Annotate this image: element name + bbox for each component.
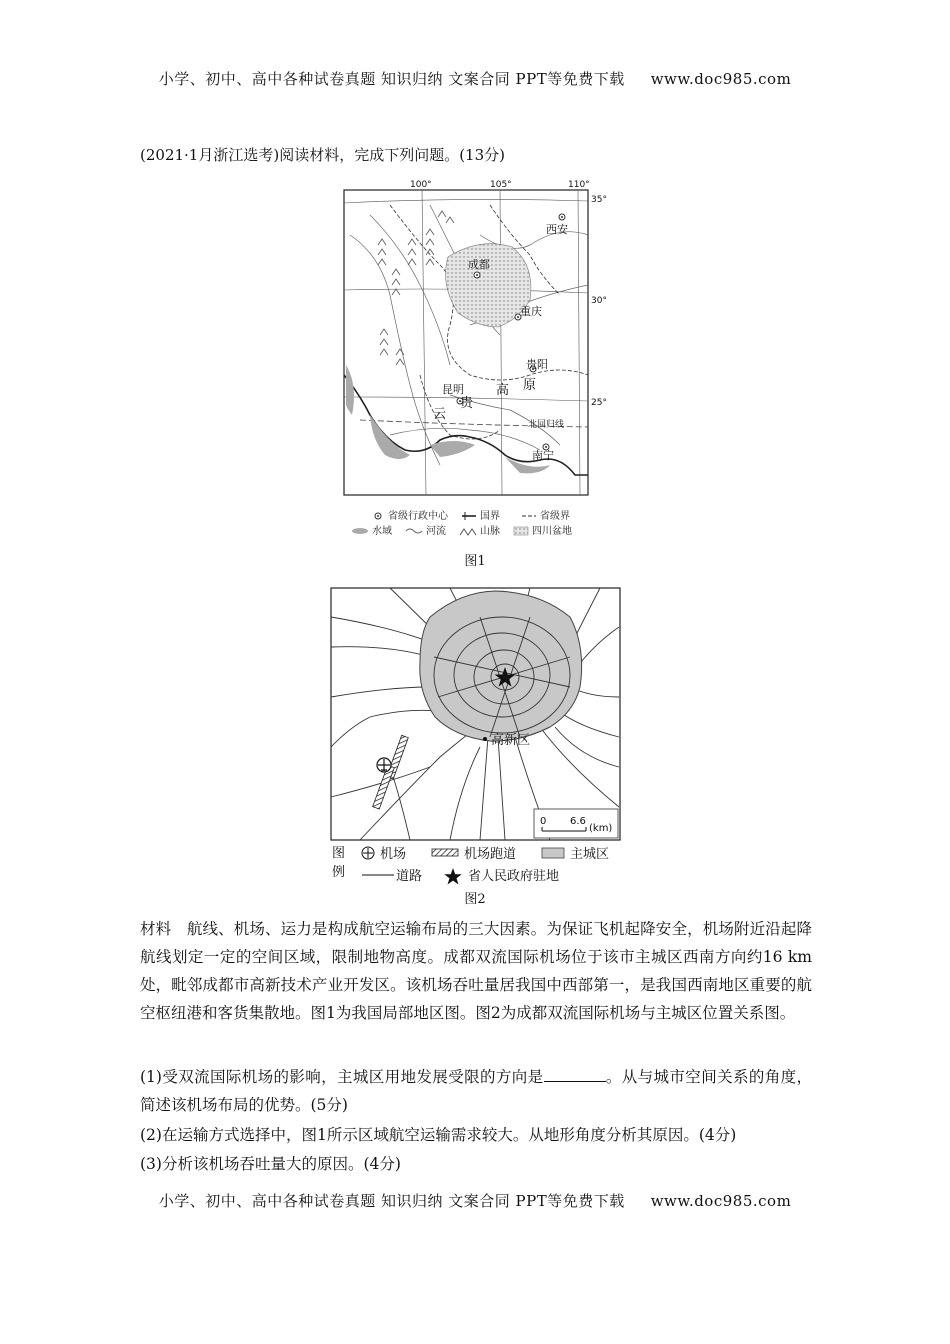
answer-blank[interactable] [544,1067,606,1082]
legend-urban: 主城区 [570,847,610,862]
legend-basin: 四川盆地 [532,526,572,537]
figure1-map [330,175,610,545]
city-guiyang: 贵阳 [526,358,548,371]
footer-url[interactable]: www.doc985.com [650,1192,792,1210]
legend-national-border: 国界 [480,511,500,522]
legend-mountain: 山脉 [480,526,500,537]
figure2-caption: 图2 [464,892,486,907]
hitech-label: 高新区 [491,733,531,748]
figure2-map [330,587,622,887]
question-1-part-a: (1)受双流国际机场的影响，主城区用地发展受限的方向是 [140,1068,544,1086]
city-chongqing: 重庆 [520,305,542,318]
figure1-legend [352,509,572,537]
legend-title-2: 例 [332,865,346,880]
scale-value: 6.6 [570,816,586,827]
question-2: (2)在运输方式选择中，图1所示区域航空运输需求较大。从地形角度分析其原因。(4分) [140,1126,737,1144]
city-kunming: 昆明 [442,383,464,396]
lon-110: 110° [568,180,590,190]
urban-area [420,591,582,741]
page-header [0,68,950,89]
scale-unit: (km) [589,823,613,834]
question-1 [140,1063,812,1119]
page-footer [0,1190,950,1211]
hitech-dot [483,737,487,741]
legend-road: 道路 [396,869,423,884]
region-gao: 高 [496,383,510,398]
legend-government: 省人民政府驻地 [468,869,560,884]
legend-capital: 省级行政中心 [388,511,448,522]
question-title: (2021·1月浙江选考)阅读材料，完成下列问题。(13分) [140,146,505,164]
lon-100: 100° [410,180,432,190]
legend-river: 河流 [426,526,446,537]
city-nanning: 南宁 [532,449,554,462]
legend-provincial-border: 省级界 [540,511,570,522]
region-yun: 云 [433,407,447,422]
header-url[interactable]: www.doc985.com [650,70,792,88]
lat-35: 35° [591,195,607,205]
legend-water: 水域 [372,526,392,537]
question-3: (3)分析该机场吞吐量大的原因。(4分) [140,1155,401,1173]
airport-icon [377,758,391,772]
lat-25: 25° [591,398,607,408]
region-gui: 贵 [460,396,474,411]
legend-runway: 机场跑道 [464,847,517,862]
region-yuan: 原 [523,378,537,393]
material-text: 材料 航线、机场、运力是构成航空运输布局的三大因素。为保证飞机起降安全，机场附近沿起降航线划定一定的空间区域，限制地物高度。成都双流国际机场位于该市主城区西南方向约16 km处，毗邻成都市高新技术产业开发区。该机场吞吐量居我国中西部第一，是我国西南地区重要的航空枢纽港和客货集散地。图1为我国局部地区图。图2为成都双流国际机场与主城区位置关系图。 [140,920,812,1022]
legend-title-1: 图 [332,846,346,861]
figure2-legend [332,846,609,885]
figure1-caption: 图1 [464,554,486,569]
footer-text: 小学、初中、高中各种试卷真题 知识归纳 文案合同 PPT等免费下载 [158,1192,625,1210]
header-text: 小学、初中、高中各种试卷真题 知识归纳 文案合同 PPT等免费下载 [158,70,625,88]
tropic-label: 北回归线 [528,420,565,430]
scale-zero: 0 [540,816,547,827]
lon-105: 105° [490,180,512,190]
legend-airport: 机场 [380,847,407,862]
question-1-part-b: 。从与城市空间关系的角度，简述该机场布局的优势。(5分) [140,1068,812,1114]
city-xian: 西安 [546,223,568,236]
city-chengdu: 成都 [468,258,490,271]
scale-bar [534,809,618,838]
lat-30: 30° [591,296,607,306]
